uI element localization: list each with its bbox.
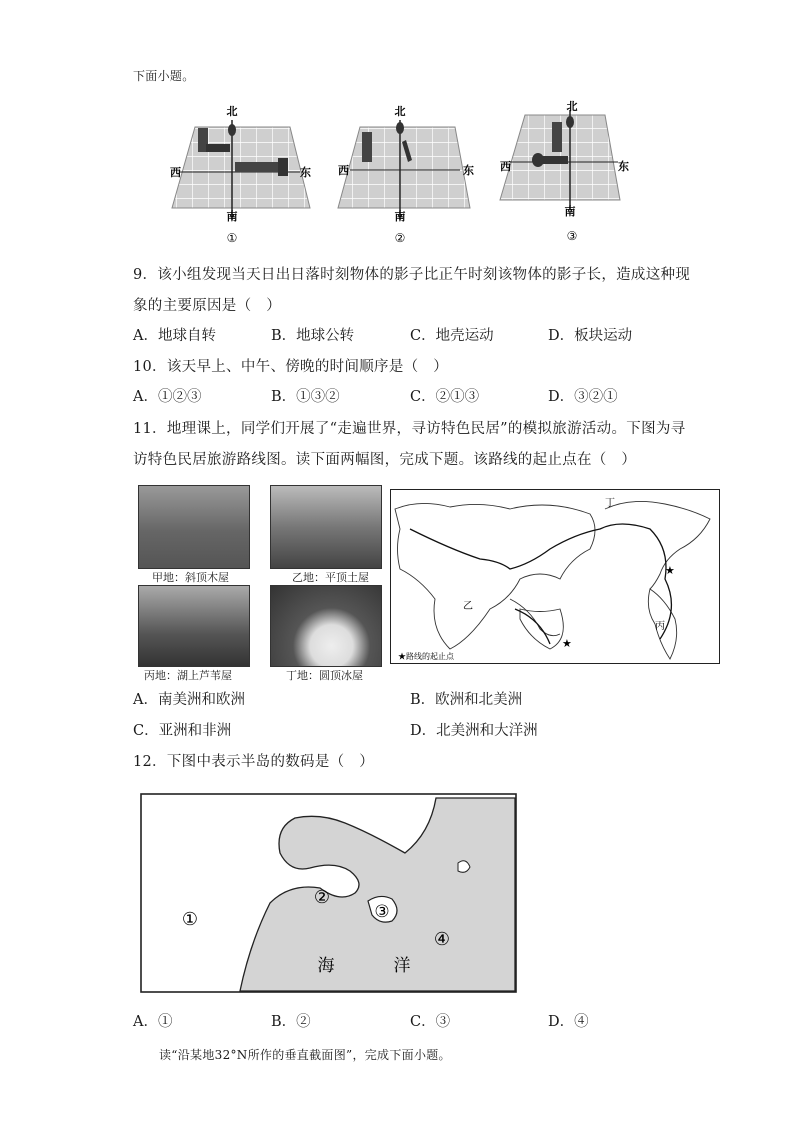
q10-option-a[interactable]: A．①②③ (133, 389, 202, 405)
footer-text: 读“沿某地32°N所作的垂直截面图”，完成下面小题。 (159, 1048, 451, 1062)
q9-option-b[interactable]: B．地球公转 (271, 328, 355, 344)
west-label-2: 西 (338, 164, 349, 177)
q12-option-a[interactable]: A．① (133, 1014, 173, 1030)
q9-option-d[interactable]: D．板块运动 (548, 328, 633, 344)
intro-text: 下面小题。 (133, 69, 195, 83)
q9-option-a[interactable]: A．地球自转 (133, 328, 216, 344)
photo-ding (270, 585, 382, 667)
west-label-1: 西 (170, 166, 181, 179)
shadow-diagram-3 (500, 110, 620, 210)
q10-option-b[interactable]: B．①③② (271, 389, 340, 405)
photo-jia-label: 甲地：斜顶木屋 (152, 571, 229, 584)
peninsula-map (140, 793, 517, 993)
sea-label-2: 洋 (393, 956, 411, 976)
world-route-map (390, 489, 720, 664)
q11-option-a[interactable]: A．南美洲和欧洲 (133, 692, 245, 708)
east-label-2: 东 (463, 164, 474, 177)
south-label-1: 南 (226, 210, 238, 223)
shadow-diagrams (160, 100, 640, 250)
west-label-3: 西 (500, 160, 511, 173)
start-star-icon: ★ (562, 637, 572, 650)
q9-option-c[interactable]: C．地壳运动 (410, 328, 494, 344)
peninsula-label-3: ③ (374, 902, 390, 922)
q9-line2: 象的主要原因是（ ） (133, 298, 281, 314)
shadow-diagram-2 (338, 120, 470, 220)
q12-option-d[interactable]: D．④ (548, 1014, 589, 1030)
sea-label-1: 海 (317, 956, 335, 976)
east-label-1: 东 (300, 166, 311, 179)
map-label-bing: 丙 (655, 621, 665, 632)
q10-option-c[interactable]: C．②①③ (410, 389, 480, 405)
q12-option-c[interactable]: C．③ (410, 1014, 451, 1030)
south-label-2: 南 (394, 210, 406, 223)
north-label-1: 北 (226, 105, 238, 118)
peninsula-label-1: ① (181, 909, 199, 930)
map-label-ding: 丁 (605, 498, 615, 509)
map-legend: ★路线的起止点 (398, 652, 454, 661)
q9-line1: 9．该小组发现当天日出日落时刻物体的影子比正午时刻该物体的影子长，造成这种现 (133, 267, 691, 283)
north-label-3: 北 (566, 100, 578, 113)
q12-line1: 12．下图中表示半岛的数码是（ ） (133, 754, 375, 770)
photo-yi (270, 485, 382, 569)
photo-bing (138, 585, 250, 667)
peninsula-label-4: ④ (433, 929, 451, 950)
q11-option-d[interactable]: D．北美洲和大洋洲 (410, 723, 538, 739)
q11-option-c[interactable]: C．亚洲和非洲 (133, 723, 232, 739)
north-label-2: 北 (394, 105, 406, 118)
photo-bing-label: 丙地：湖上芦苇屋 (144, 669, 232, 682)
map-label-yi: 乙 (463, 601, 473, 612)
q10-line1: 10．该天早上、中午、傍晚的时间顺序是（ ） (133, 359, 449, 375)
south-label-3: 南 (564, 205, 576, 218)
q12-option-b[interactable]: B．② (271, 1014, 311, 1030)
diagram-label-3: ③ (566, 229, 578, 243)
photo-ding-label: 丁地：圆顶冰屋 (286, 669, 363, 682)
q11-line1: 11．地理课上，同学们开展了“走遍世界，寻访特色民居”的模拟旅游活动。下图为寻 (133, 421, 686, 437)
diagram-label-2: ② (394, 231, 406, 245)
end-star-icon: ★ (665, 564, 675, 577)
east-label-3: 东 (618, 160, 629, 173)
photo-jia (138, 485, 250, 569)
q11-option-b[interactable]: B．欧洲和北美洲 (410, 692, 523, 708)
q10-option-d[interactable]: D．③②① (548, 389, 618, 405)
q11-line2: 访特色民居旅游路线图。读下面两幅图，完成下题。该路线的起止点在（ ） (133, 452, 637, 468)
diagram-label-1: ① (226, 231, 238, 245)
peninsula-label-2: ② (313, 887, 331, 908)
shadow-diagram-1 (172, 120, 310, 220)
photo-yi-label: 乙地：平顶土屋 (292, 571, 369, 584)
